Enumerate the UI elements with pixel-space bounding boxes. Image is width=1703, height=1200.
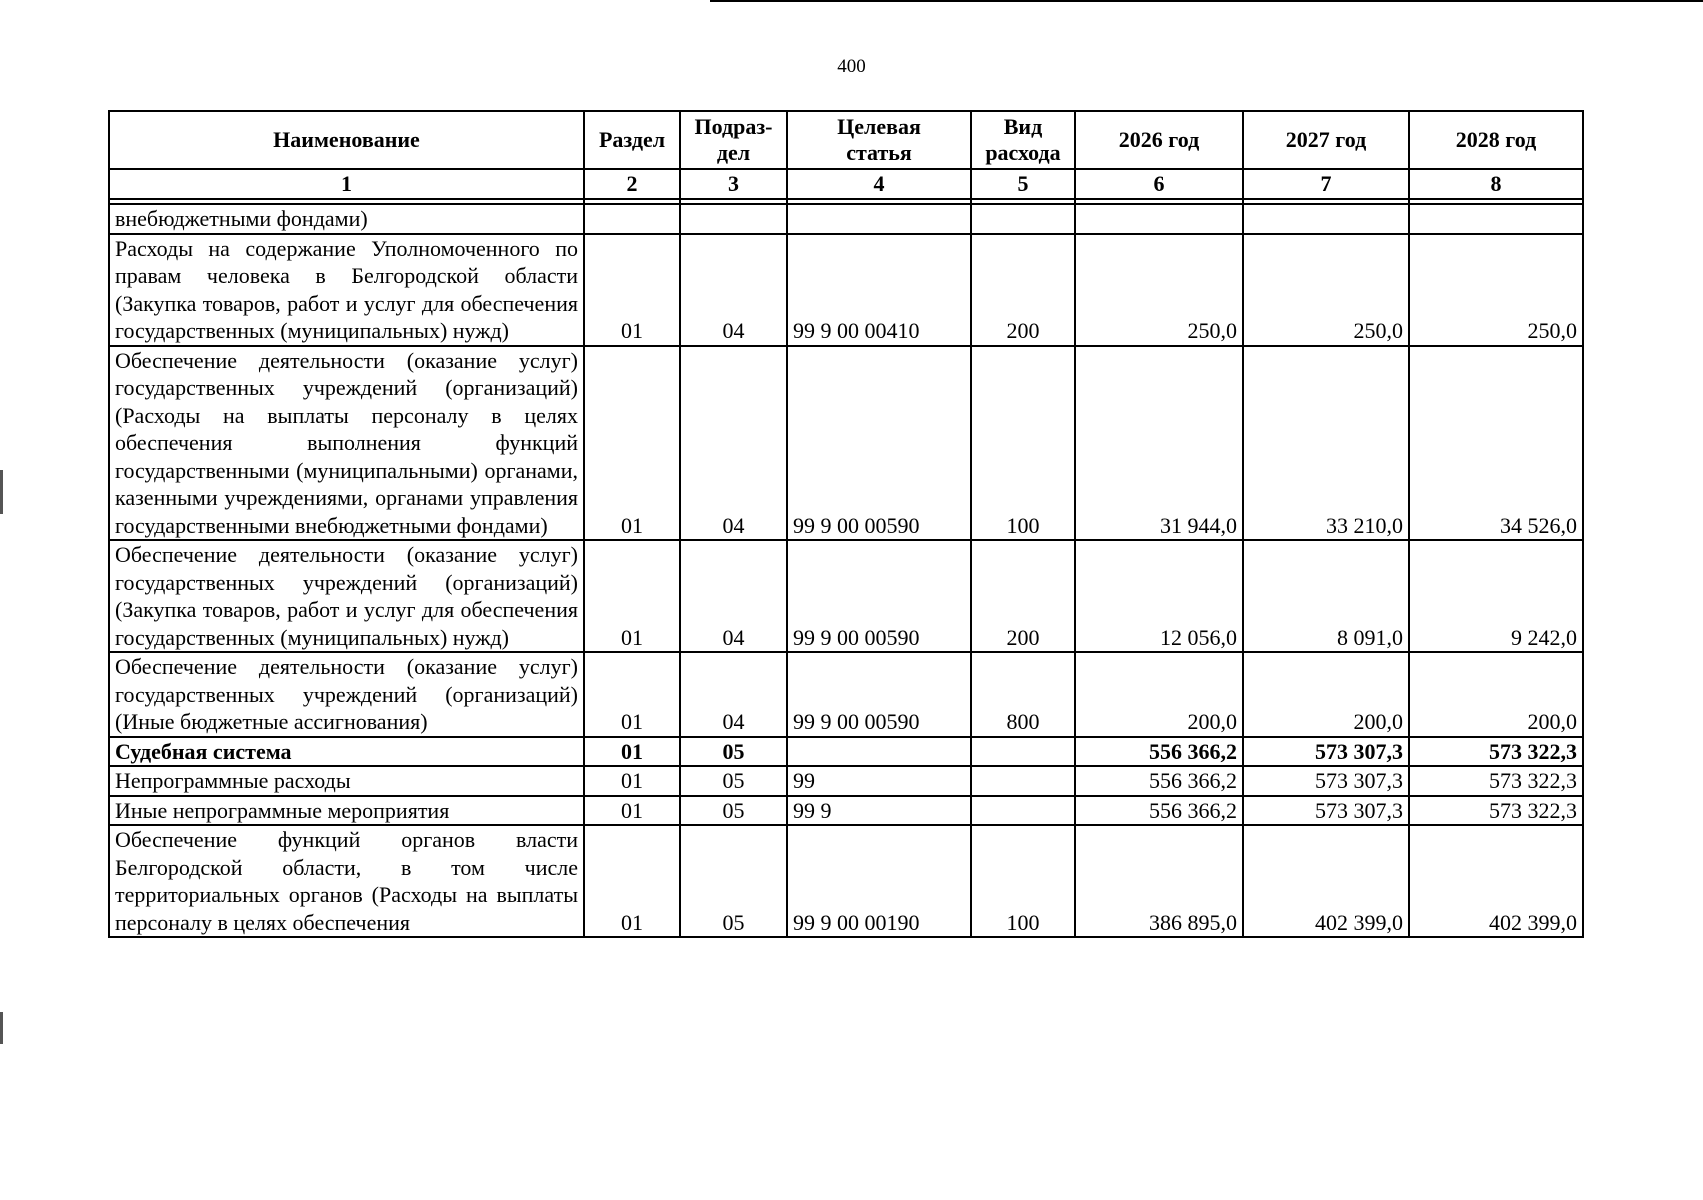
row-expense-type: 100 [971,346,1075,541]
row-target: 99 9 00 00410 [787,234,971,346]
row-2026: 556 366,2 [1075,766,1243,796]
table-row [109,346,1583,541]
row-expense-type: 100 [971,825,1075,937]
row-section: 01 [584,540,680,652]
table-row [109,204,1583,234]
row-section: 01 [584,652,680,737]
col-number: 7 [1243,169,1409,199]
row-2026: 556 366,2 [1075,737,1243,767]
row-name: Обеспечение деятельности (оказание услуг) государственных учреждений (организаций) (Расходы на выплаты персоналу в целях обеспечения выполнения функций государственными (муниципальными) органами, казенными учреждениями, органами управления государственными внебюджетными фондами) [109,346,584,541]
row-section: 01 [584,737,680,767]
col-number: 5 [971,169,1075,199]
row-section: 01 [584,766,680,796]
row-section: 01 [584,234,680,346]
table-row [109,796,1583,826]
row-section [584,204,680,234]
row-name: Иные непрограммные мероприятия [109,796,584,826]
table-row [109,540,1583,652]
row-2026: 556 366,2 [1075,796,1243,826]
row-expense-type [971,796,1075,826]
row-target [787,204,971,234]
column-number-row [109,169,1583,199]
row-subsection [680,204,787,234]
page-number: 400 [837,56,866,77]
row-name: Обеспечение деятельности (оказание услуг) государственных учреждений (организаций) (Закупка товаров, работ и услуг для обеспечения государственных (муниципальных) нужд) [109,540,584,652]
row-subsection: 04 [680,346,787,541]
col-number: 8 [1409,169,1583,199]
row-expense-type [971,737,1075,767]
row-target: 99 9 00 00190 [787,825,971,937]
row-target: 99 9 00 00590 [787,652,971,737]
row-target: 99 9 00 00590 [787,346,971,541]
row-2026: 250,0 [1075,234,1243,346]
row-2028: 250,0 [1409,234,1583,346]
row-2027: 573 307,3 [1243,766,1409,796]
col-number: 3 [680,169,787,199]
col-number: 4 [787,169,971,199]
row-section: 01 [584,825,680,937]
col-header-target: Целевая статья [787,111,971,169]
row-subsection: 05 [680,825,787,937]
row-2027 [1243,204,1409,234]
table-row [109,234,1583,346]
row-2027: 573 307,3 [1243,737,1409,767]
col-header-name: Наименование [109,111,584,169]
col-header-subsection: Подраз- дел [680,111,787,169]
row-subsection: 05 [680,737,787,767]
row-section: 01 [584,796,680,826]
table-row-bold [109,737,1583,767]
row-2027: 200,0 [1243,652,1409,737]
margin-mark [0,1012,3,1044]
col-header-2027: 2027 год [1243,111,1409,169]
row-target: 99 [787,766,971,796]
row-2026: 200,0 [1075,652,1243,737]
row-2028: 573 322,3 [1409,737,1583,767]
row-2026: 12 056,0 [1075,540,1243,652]
col-header-2028: 2028 год [1409,111,1583,169]
row-expense-type: 200 [971,540,1075,652]
row-2027: 573 307,3 [1243,796,1409,826]
row-2027: 402 399,0 [1243,825,1409,937]
row-2026: 31 944,0 [1075,346,1243,541]
row-expense-type [971,204,1075,234]
row-2027: 250,0 [1243,234,1409,346]
row-expense-type: 200 [971,234,1075,346]
table-row [109,825,1583,937]
top-rule [710,0,1703,2]
row-name: Расходы на содержание Уполномоченного по правам человека в Белгородской области (Закупка товаров, работ и услуг для обеспечения государственных (муниципальных) нужд) [109,234,584,346]
row-target: 99 9 [787,796,971,826]
col-header-section: Раздел [584,111,680,169]
header-row [109,111,1583,169]
row-2027: 8 091,0 [1243,540,1409,652]
row-2028 [1409,204,1583,234]
col-number: 2 [584,169,680,199]
row-2026 [1075,204,1243,234]
col-header-expense-type: Вид расхода [971,111,1075,169]
col-number: 6 [1075,169,1243,199]
row-subsection: 05 [680,766,787,796]
table-row [109,766,1583,796]
row-name: внебюджетными фондами) [109,204,584,234]
row-expense-type: 800 [971,652,1075,737]
table-row [109,652,1583,737]
row-target [787,737,971,767]
col-header-2026: 2026 год [1075,111,1243,169]
row-subsection: 05 [680,796,787,826]
row-expense-type [971,766,1075,796]
row-2028: 402 399,0 [1409,825,1583,937]
row-section: 01 [584,346,680,541]
row-2028: 200,0 [1409,652,1583,737]
row-2028: 34 526,0 [1409,346,1583,541]
row-name: Непрограммные расходы [109,766,584,796]
row-2028: 9 242,0 [1409,540,1583,652]
row-target: 99 9 00 00590 [787,540,971,652]
margin-mark [0,470,3,514]
col-number: 1 [109,169,584,199]
row-subsection: 04 [680,540,787,652]
row-2026: 386 895,0 [1075,825,1243,937]
row-name: Обеспечение деятельности (оказание услуг) государственных учреждений (организаций) (Иные бюджетные ассигнования) [109,652,584,737]
budget-table [108,110,1584,938]
row-2028: 573 322,3 [1409,796,1583,826]
row-name: Обеспечение функций органов власти Белгородской области, в том числе территориальных органов (Расходы на выплаты персоналу в целях обеспечения [109,825,584,937]
row-name: Судебная система [109,737,584,767]
row-subsection: 04 [680,234,787,346]
row-2028: 573 322,3 [1409,766,1583,796]
row-subsection: 04 [680,652,787,737]
row-2027: 33 210,0 [1243,346,1409,541]
